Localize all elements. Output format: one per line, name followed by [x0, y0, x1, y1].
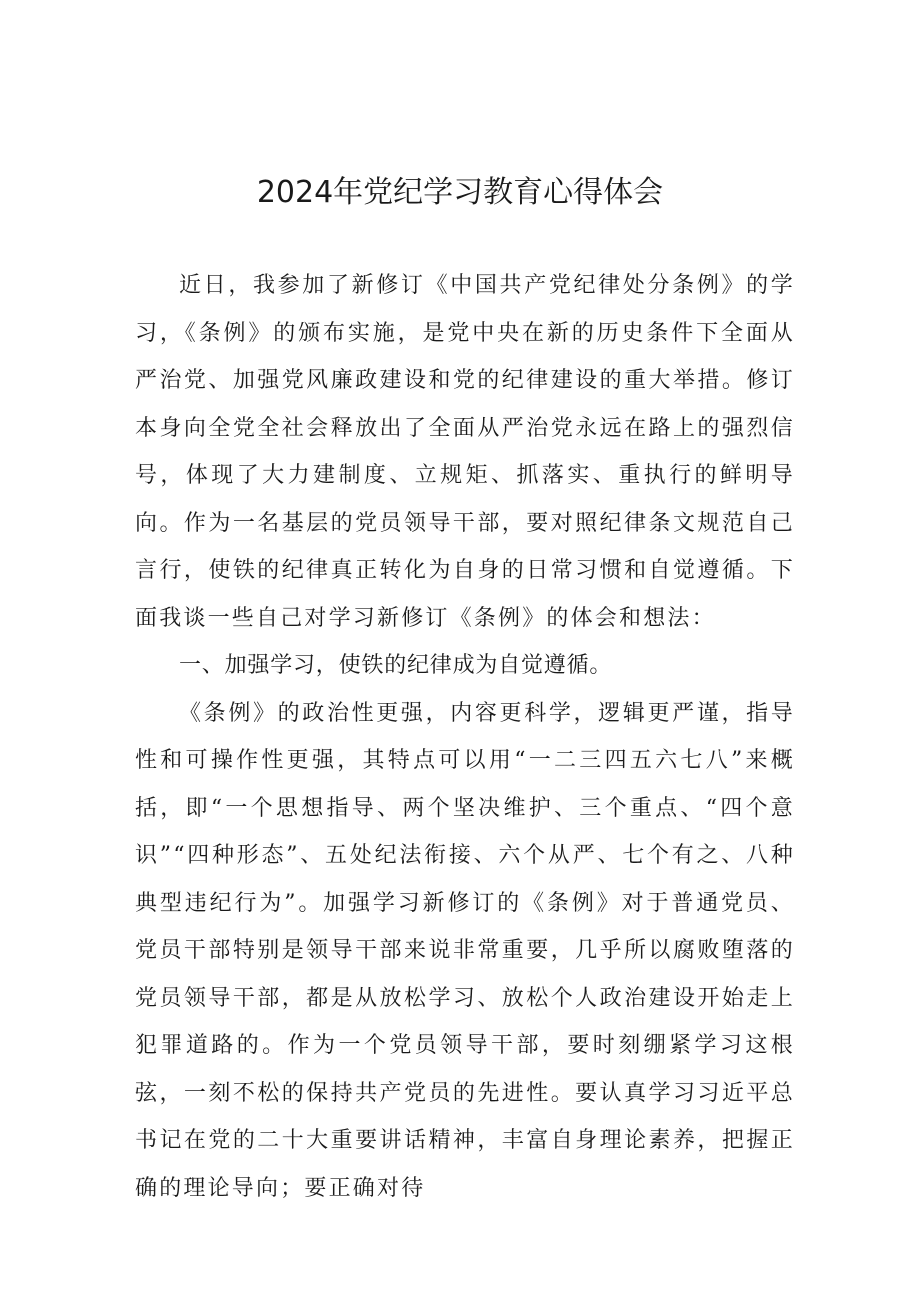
intro-paragraph: 近日，我参加了新修订《中国共产党纪律处分条例》的学习，《条例》的颁布实施，是党中央在新的历史条件下全面从严治党、加强党风廉政建设和党的纪律建设的重大举措。修订本身向全党全社会释放出了全面从严治党永远在路上的强烈信号，体现了大力建制度、立规矩、抓落实、重执行的鲜明导向。作为一名基层的党员领导干部，要对照纪律条文规范自己言行，使铁的纪律真正转化为自身的日常习惯和自觉遵循。下面我谈一些自己对学习新修订《条例》的体会和想法： [135, 273, 795, 631]
document-body [135, 262, 795, 1212]
section-heading: 一、加强学习，使铁的纪律成为自觉遵循。 [179, 653, 613, 678]
section-paragraph: 《条例》的政治性更强，内容更科学，逻辑更严谨，指导性和可操作性更强，其特点可以用“一二三四五六七八”来概括，即“一个思想指导、两个坚决维护、三个重点、“四个意识”“四种形态”、五处纪法衔接、六个从严、七个有之、八种典型违纪行为”。加强学习新修订的《条例》对于普通党员、党员干部特别是领导干部来说非常重要，几乎所以腐败堕落的党员领导干部，都是从放松学习、放松个人政治建设开始走上犯罪道路的。作为一个党员领导干部，要时刻绷紧学习这根弦，一刻不松的保持共产党员的先进性。要认真学习习近平总书记在党的二十大重要讲话精神，丰富自身理论素养，把握正确的理论导向；要正确对待 [135, 700, 795, 1201]
document-title: 2024年党纪学习教育心得体会 [256, 175, 664, 210]
